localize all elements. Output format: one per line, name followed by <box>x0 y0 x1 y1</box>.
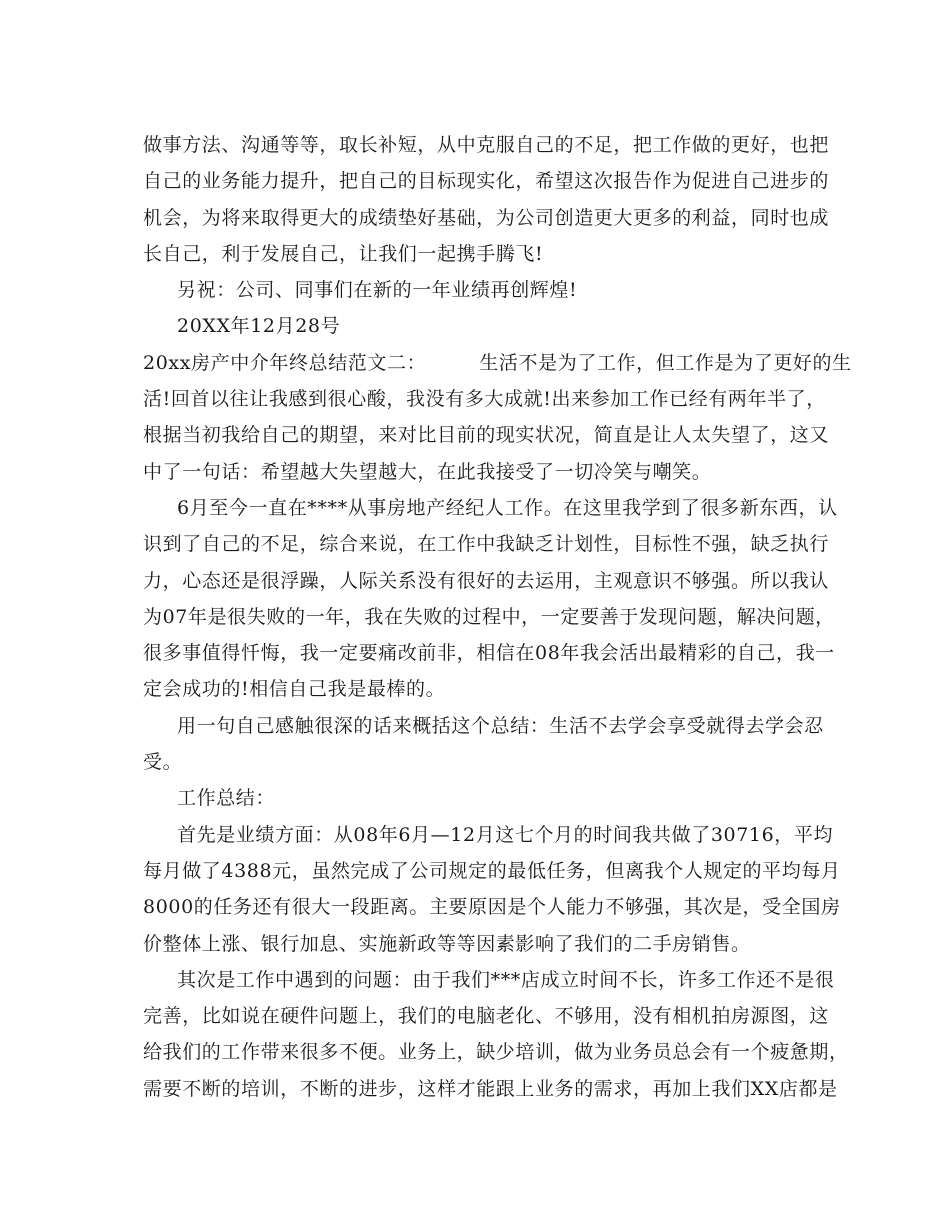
text-line: 根据当初我给自己的期望，来对比目前的现实状况，简直是让人太失望了，这又 <box>143 424 830 447</box>
text-line: 其次是工作中遇到的问题：由于我们***店成立时间不长，许多工作还不是很 <box>177 968 835 991</box>
text-line: 8000的任务还有很大一段距离。主要原因是个人能力不够强，其次是，受全国房 <box>143 896 841 919</box>
text-line: 每月做了4388元，虽然完成了公司规定的最低任务，但离我个人规定的平均每月 <box>143 859 841 882</box>
document-body <box>143 127 852 1107</box>
text-line: 完善，比如说在硬件问题上，我们的电脑老化、不够用，没有相机拍房源图，这 <box>143 1005 830 1028</box>
date-line: 20XX年12月28号 <box>177 315 341 338</box>
text-line: 长自己，利于发展自己，让我们一起携手腾飞! <box>143 242 544 265</box>
text-line: 力，心态还是很浮躁，人际关系没有很好的去运用，主观意识不够强。所以我认 <box>143 569 830 592</box>
text-line: 机会，为将来取得更大的成绩垫好基础，为公司创造更大更多的利益，同时也成 <box>143 206 830 229</box>
text-line: 定会成功的!相信自己我是最棒的。 <box>143 678 446 701</box>
text-line: 为07年是很失败的一年，我在失败的过程中，一定要善于发现问题，解决问题， <box>143 605 835 628</box>
text-line: 另祝：公司、同事们在新的一年业绩再创辉煌! <box>177 279 578 302</box>
text-line: 很多事值得忏悔，我一定要痛改前非，相信在08年我会活出最精彩的自己，我一 <box>143 642 835 665</box>
text-line: 价整体上涨、银行加息、实施新政等等因素影响了我们的二手房销售。 <box>143 932 751 955</box>
text-line: 中了一句话：希望越大失望越大，在此我接受了一切冷笑与嘲笑。 <box>143 460 712 483</box>
text-line: 识到了自己的不足，综合来说，在工作中我缺乏计划性，目标性不强，缺乏执行 <box>143 533 830 556</box>
text-line: 给我们的工作带来很多不便。业务上，缺少培训，做为业务员总会有一个疲惫期， <box>143 1041 849 1064</box>
section-heading-line: 20xx房产中介年终总结范文二： 生活不是为了工作，但工作是为了更好的生 <box>143 351 852 374</box>
text-line: 自己的业务能力提升，把自己的目标现实化，希望这次报告作为促进自己进步的 <box>143 170 830 193</box>
text-line: 需要不断的培训，不断的进步，这样才能跟上业务的需求，再加上我们XX店都是 <box>143 1077 838 1100</box>
text-line: 用一句自己感触很深的话来概括这个总结：生活不去学会享受就得去学会忍 <box>177 714 824 737</box>
text-line: 受。 <box>143 751 183 774</box>
text-line: 首先是业绩方面：从08年6月—12月这七个月的时间我共做了30716，平均 <box>177 823 834 846</box>
subheading-line: 工作总结： <box>177 787 276 810</box>
text-line: 活!回首以往让我感到很心酸，我没有多大成就!出来参加工作已经有两年半了， <box>143 388 826 411</box>
text-line: 6月至今一直在****从事房地产经纪人工作。在这里我学到了很多新东西，认 <box>177 496 838 519</box>
text-line: 做事方法、沟通等等，取长补短，从中克服自己的不足，把工作做的更好，也把 <box>143 134 830 156</box>
